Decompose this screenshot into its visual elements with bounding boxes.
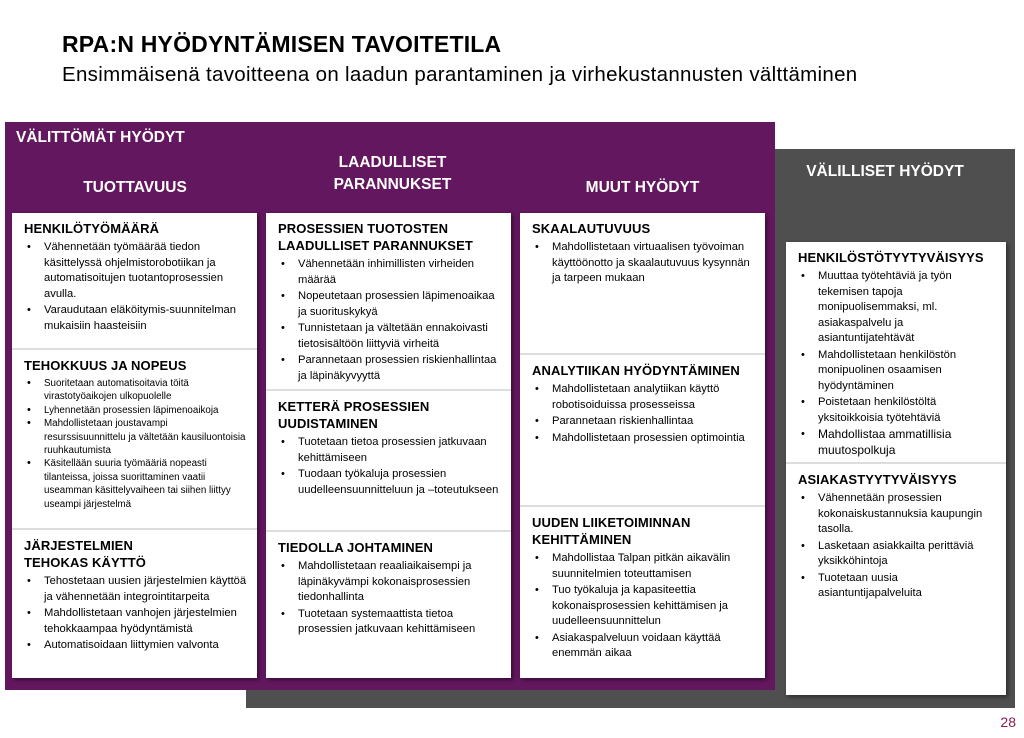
section-knowledge-management: [266, 530, 511, 678]
quality-header: LAADULLISET PARANNUKSET: [333, 154, 452, 193]
list-item: • Käsitellään suuria työmääriä nopeasti tilanteissa, joissa suorittaminen vaatii useamman käsittelyvaiheen tai siihen liittyy useampi järjestelmä: [24, 457, 249, 511]
section-title: TEHOKKUUS JA NOPEUS: [24, 358, 187, 373]
list-item: • Vähennetään työmäärää tiedon käsittelyssä ohjelmistorobotiikan ja automatisoitujen tuotantoprosessien avulla.: [24, 240, 249, 302]
section-title: TIEDOLLA JOHTAMINEN: [278, 540, 434, 555]
section-title: HENKILÖTYÖMÄÄRÄ: [24, 221, 160, 236]
productivity-column: [12, 213, 257, 678]
list-item: • Mahdollistetaan reaaliaikaisempi ja läpinäkyvämpi kokonaisprosessien tiedonhallinta: [278, 559, 503, 606]
other-column: [520, 213, 765, 678]
section-title: SKAALAUTUVUUS: [532, 221, 651, 236]
section-systems-use: [12, 528, 257, 678]
indirect-column: [786, 242, 1006, 695]
section-title: HENKILÖSTÖTYYTYVÄISYYS: [798, 250, 984, 265]
other-header: MUUT HYÖDYT: [585, 179, 700, 196]
list-item: • Asiakaspalveluun voidaan käyttää enemmän aikaa: [532, 631, 757, 662]
section-new-business: [520, 505, 765, 678]
section-scalability: [520, 213, 765, 353]
direct-benefits-label: VÄLITTÖMÄT HYÖDYT: [16, 129, 185, 146]
list-item: • Poistetaan henkilöstöltä yksitoikkoisia työtehtäviä: [798, 395, 998, 426]
page-title: RPA:N HYÖDYNTÄMISEN TAVOITETILA: [62, 31, 502, 57]
section-process-output-quality: [266, 213, 511, 389]
list-item: • Mahdollistetaan vanhojen järjestelmien tehokkaampaa hyödyntämistä: [24, 606, 249, 637]
list-item: • Muuttaa työtehtäviä ja työn tekemisen tapoja monipuolisemmaksi, ml. asiakaspalvelu ja asiantuntijatehtävät: [798, 269, 998, 347]
list-item: • Vähennetään inhimillisten virheiden määrää: [278, 257, 503, 288]
section-agile-renewal: [266, 389, 511, 530]
list-item: • Parannetaan riskienhallintaa: [532, 414, 757, 430]
indirect-benefits-label: VÄLILLISET HYÖDYT: [806, 163, 964, 180]
list-item: • Varaudutaan eläköitymis-suunnitelman mukaisiin haasteisiin: [24, 303, 249, 334]
list-item: • Mahdollistaa Talpan pitkän aikavälin suunnitelmien toteuttamisen: [532, 551, 757, 582]
section-title: ANALYTIIKAN HYÖDYNTÄMINEN: [532, 363, 740, 378]
section-title: KETTERÄ PROSESSIEN UUDISTAMINEN: [278, 399, 430, 431]
section-staff-satisfaction: [786, 242, 1006, 462]
productivity-header: TUOTTAVUUS: [83, 179, 187, 196]
list-item: • Tuotetaan tietoa prosessien jatkuvaan kehittämiseen: [278, 435, 503, 466]
list-item: • Tuodaan työkaluja prosessien uudelleensuunnitteluun ja –toteutukseen: [278, 467, 503, 498]
list-item: • Mahdollistaa ammatillisia muutospolkuja: [798, 427, 998, 458]
list-item: • Lasketaan asiakkailta perittäviä yksikköhintoja: [798, 539, 998, 570]
list-item: • Tuotetaan systemaattista tietoa prosessien jatkuvaan kehittämiseen: [278, 607, 503, 638]
list-item: • Mahdollistetaan henkilöstön monipuolinen osaamisen hyödyntäminen: [798, 348, 998, 395]
page-number: 28: [1000, 714, 1016, 730]
section-title: PROSESSIEN TUOTOSTEN LAADULLISET PARANNUKSET: [278, 221, 473, 253]
list-item: • Tunnistetaan ja vältetään ennakoivasti tietosisältöön liittyviä virheitä: [278, 321, 503, 352]
list-item: • Tuo työkaluja ja kapasiteettia kokonaisprosessien kehittämisen ja uudelleensuunnittelun: [532, 583, 757, 630]
list-item: • Nopeutetaan prosessien läpimenoaikaa ja suorituskykyä: [278, 289, 503, 320]
section-title: UUDEN LIIKETOIMINNAN KEHITTÄMINEN: [532, 515, 691, 547]
section-title: JÄRJESTELMIEN TEHOKAS KÄYTTÖ: [24, 538, 147, 570]
section-staff-workload: [12, 213, 257, 348]
quality-column: [266, 213, 511, 678]
list-item: • Mahdollistetaan virtuaalisen työvoiman käyttöönotto ja skaalautuvuus kysynnän ja tarpeen mukaan: [532, 240, 757, 287]
list-item: • Parannetaan prosessien riskienhallintaa ja läpinäkyvyyttä: [278, 353, 503, 384]
list-item: • Automatisoidaan liittymien valvonta: [24, 638, 249, 654]
list-item: • Lyhennetään prosessien läpimenoaikoja: [24, 404, 249, 417]
list-item: • Vähennetään prosessien kokonaiskustannuksia kaupungin tasolla.: [798, 491, 998, 538]
list-item: • Tuotetaan uusia asiantuntijapalveluita: [798, 571, 998, 602]
section-analytics: [520, 353, 765, 505]
section-title: ASIAKASTYYTYVÄISYYS: [798, 472, 957, 487]
page-subtitle: Ensimmäisenä tavoitteena on laadun parantaminen ja virhekustannusten välttäminen: [62, 63, 858, 86]
list-item: • Suoritetaan automatisoitavia töitä virastotyöaikojen ulkopuolelle: [24, 377, 249, 404]
list-item: • Mahdollistetaan prosessien optimointia: [532, 431, 757, 447]
list-item: • Mahdollistetaan analytiikan käyttö robotisoiduissa prosesseissa: [532, 382, 757, 413]
list-item: • Tehostetaan uusien järjestelmien käyttöä ja vähennetään integrointitarpeita: [24, 574, 249, 605]
list-item: • Mahdollistetaan joustavampi resurssisuunnittelu ja vältetään kausiluontoisia ruuhkautumista: [24, 417, 249, 457]
section-efficiency-speed: [12, 348, 257, 528]
section-customer-satisfaction: [786, 462, 1006, 695]
